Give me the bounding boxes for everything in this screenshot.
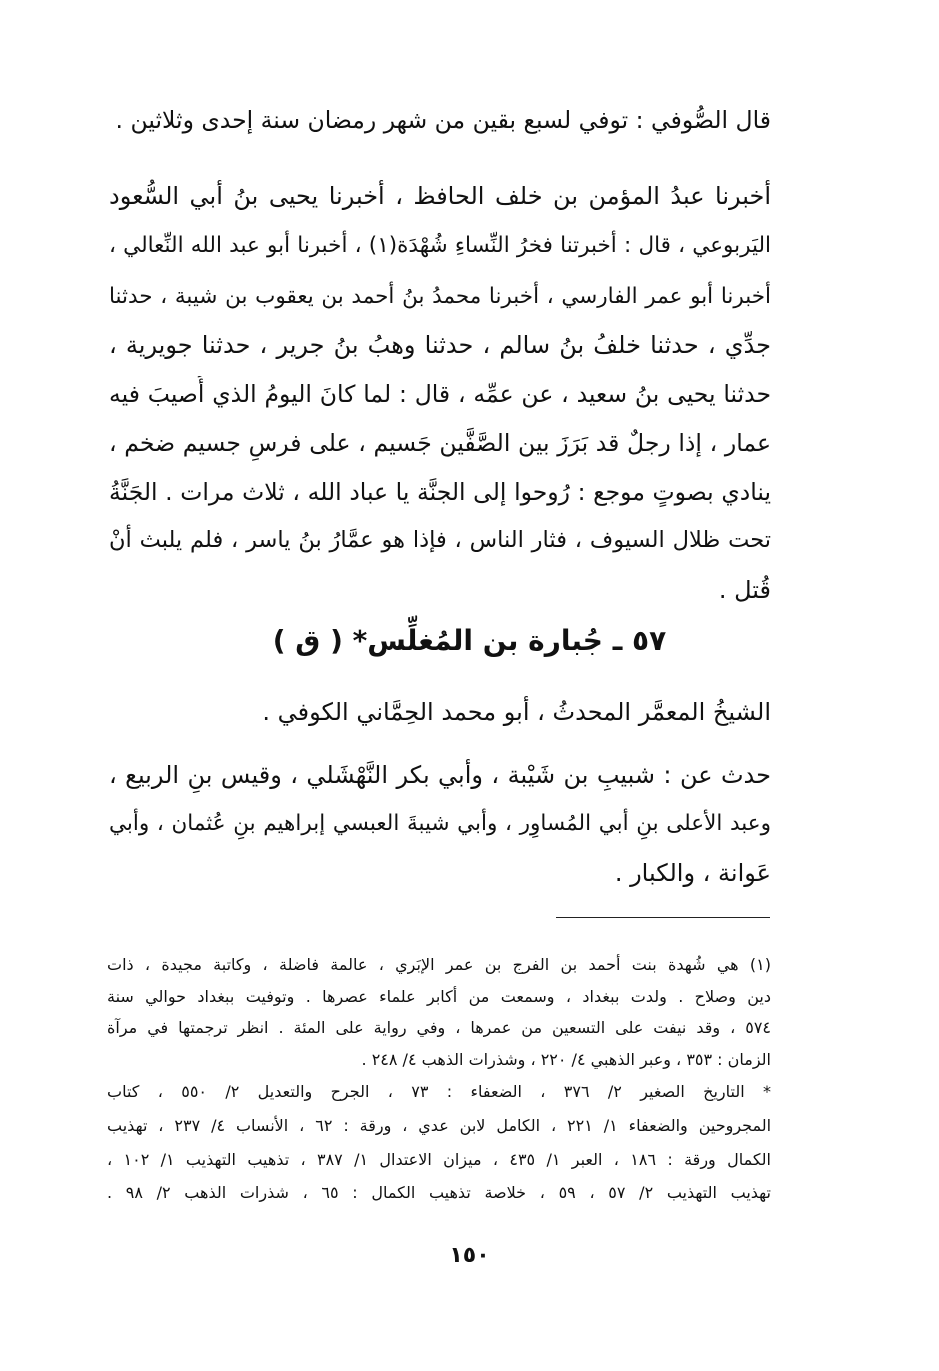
narration-line-8: تحت ظلال السيوف ، فثار الناس ، فإذا هو عمَّارُ بنُ ياسر ، فلم يلبث أنْ xyxy=(109,527,771,553)
narration-line-6: عمار ، إذا رجلٌ قد بَرَزَ بين الصَّفَّين جَسيم ، على فرسٍ جسيم ضخم ، xyxy=(109,429,771,457)
footnote-line-4: الزمان : ٣٥٣ ، وعبر الذهبي ٤/ ٢٢٠ ، وشذرات الذهب ٤/ ٢٤٨ . xyxy=(361,1050,771,1069)
narration-line-5: حدثنا يحيى بنُ سعيد ، عن عمِّه ، قال : لما كانَ اليومُ الذي أُصيبَ فيه xyxy=(109,380,771,408)
narration-line-1: أخبرنا عبدُ المؤمن بن خلف الحافظ ، أخبرنا يحيى بنُ أبي السُّعود xyxy=(109,182,771,210)
footnote-separator xyxy=(556,917,770,918)
narration-line-4: جدِّي ، حدثنا خلفُ بنُ سالم ، حدثنا وهبُ بنُ جرير ، حدثنا جويرية ، xyxy=(109,331,771,359)
page-number: ١٥٠ xyxy=(449,1243,490,1268)
source-line-4: تهذيب التهذيب ٢/ ٥٧ ، ٥٩ ، خلاصة تذهيب الكمال : ٦٥ ، شذرات الذهب ٢/ ٩٨ . xyxy=(107,1183,771,1202)
source-line-1: * التاريخ الصغير ٢/ ٣٧٦ ، الضعفاء : ٧٣ ، الجرح والتعديل ٢/ ٥٥٠ ، كتاب xyxy=(107,1082,771,1101)
source-line-3: الكمال ورقة : ١٨٦ ، العبر ١/ ٤٣٥ ، ميزان الاعتدال ١/ ٣٨٧ ، تذهيب التهذيب ١/ ١٠٢ ، xyxy=(107,1150,771,1169)
footnote-line-2: دين وصلاح . ولدت ببغداد ، وسمعت من أكابر علماء عصرها . وتوفيت ببغداد حوالي سنة xyxy=(107,987,771,1006)
narration-line-7: ينادي بصوتٍ موجع : رُوحوا إلى الجنَّة يا عباد الله ، ثلاث مرات . الجَنَّةُ xyxy=(109,478,771,506)
entry-line-1: حدث عن : شبيبِ بن شَيْبة ، وأبي بكر النَّهْشَلي ، وقيس بنِ الربيع ، xyxy=(109,761,771,789)
entry-line-2: وعبد الأعلى بنِ أبي المُساوِر ، وأبي شيبةَ العبسي إبراهيم بنِ عُثمان ، وأبي xyxy=(109,811,771,836)
entry-heading: ٥٧ ـ جُبارة بن المُغلِّس* ( ق ) xyxy=(272,624,667,657)
footnote-line-3: ٥٧٤ ، وقد نيفت على التسعين من عمرها ، وفي رواية على المئة . انظر ترجمتها في مرآة xyxy=(107,1018,771,1037)
narration-line-2: اليَربوعي ، قال : أخبرتنا فخرُ النِّساءِ شُهْدَة(١) ، أخبرنا أبو عبد الله النِّعالي ، xyxy=(109,233,771,258)
entry-line-3: عَوانة ، والكبار . xyxy=(614,859,771,887)
narration-line-3: أخبرنا أبو عمر الفارسي ، أخبرنا محمدُ بنُ أحمد بن يعقوب بن شيبة ، حدثنا xyxy=(109,284,771,309)
entry-intro: الشيخُ المعمَّر المحدثُ ، أبو محمد الحِمَّاني الكوفي . xyxy=(262,698,771,726)
narration-line-9: قُتل . xyxy=(718,576,771,604)
footnote-line-1: (١) هي شُهدة بنت أحمد بن الفرج بن عمر الإبَري ، عالمة فاضلة ، وكاتبة مجيدة ، ذات xyxy=(107,955,771,974)
death-date-line: قال الصُّوفي : توفي لسبع بقين من شهر رمضان سنة إحدى وثلاثين . xyxy=(115,106,771,134)
source-line-2: المجروحين والضعفاء ١/ ٢٢١ ، الكامل لابن عدي ، ورقة : ٦٢ ، الأنساب ٤/ ٢٣٧ ، تهذيب xyxy=(107,1116,771,1135)
